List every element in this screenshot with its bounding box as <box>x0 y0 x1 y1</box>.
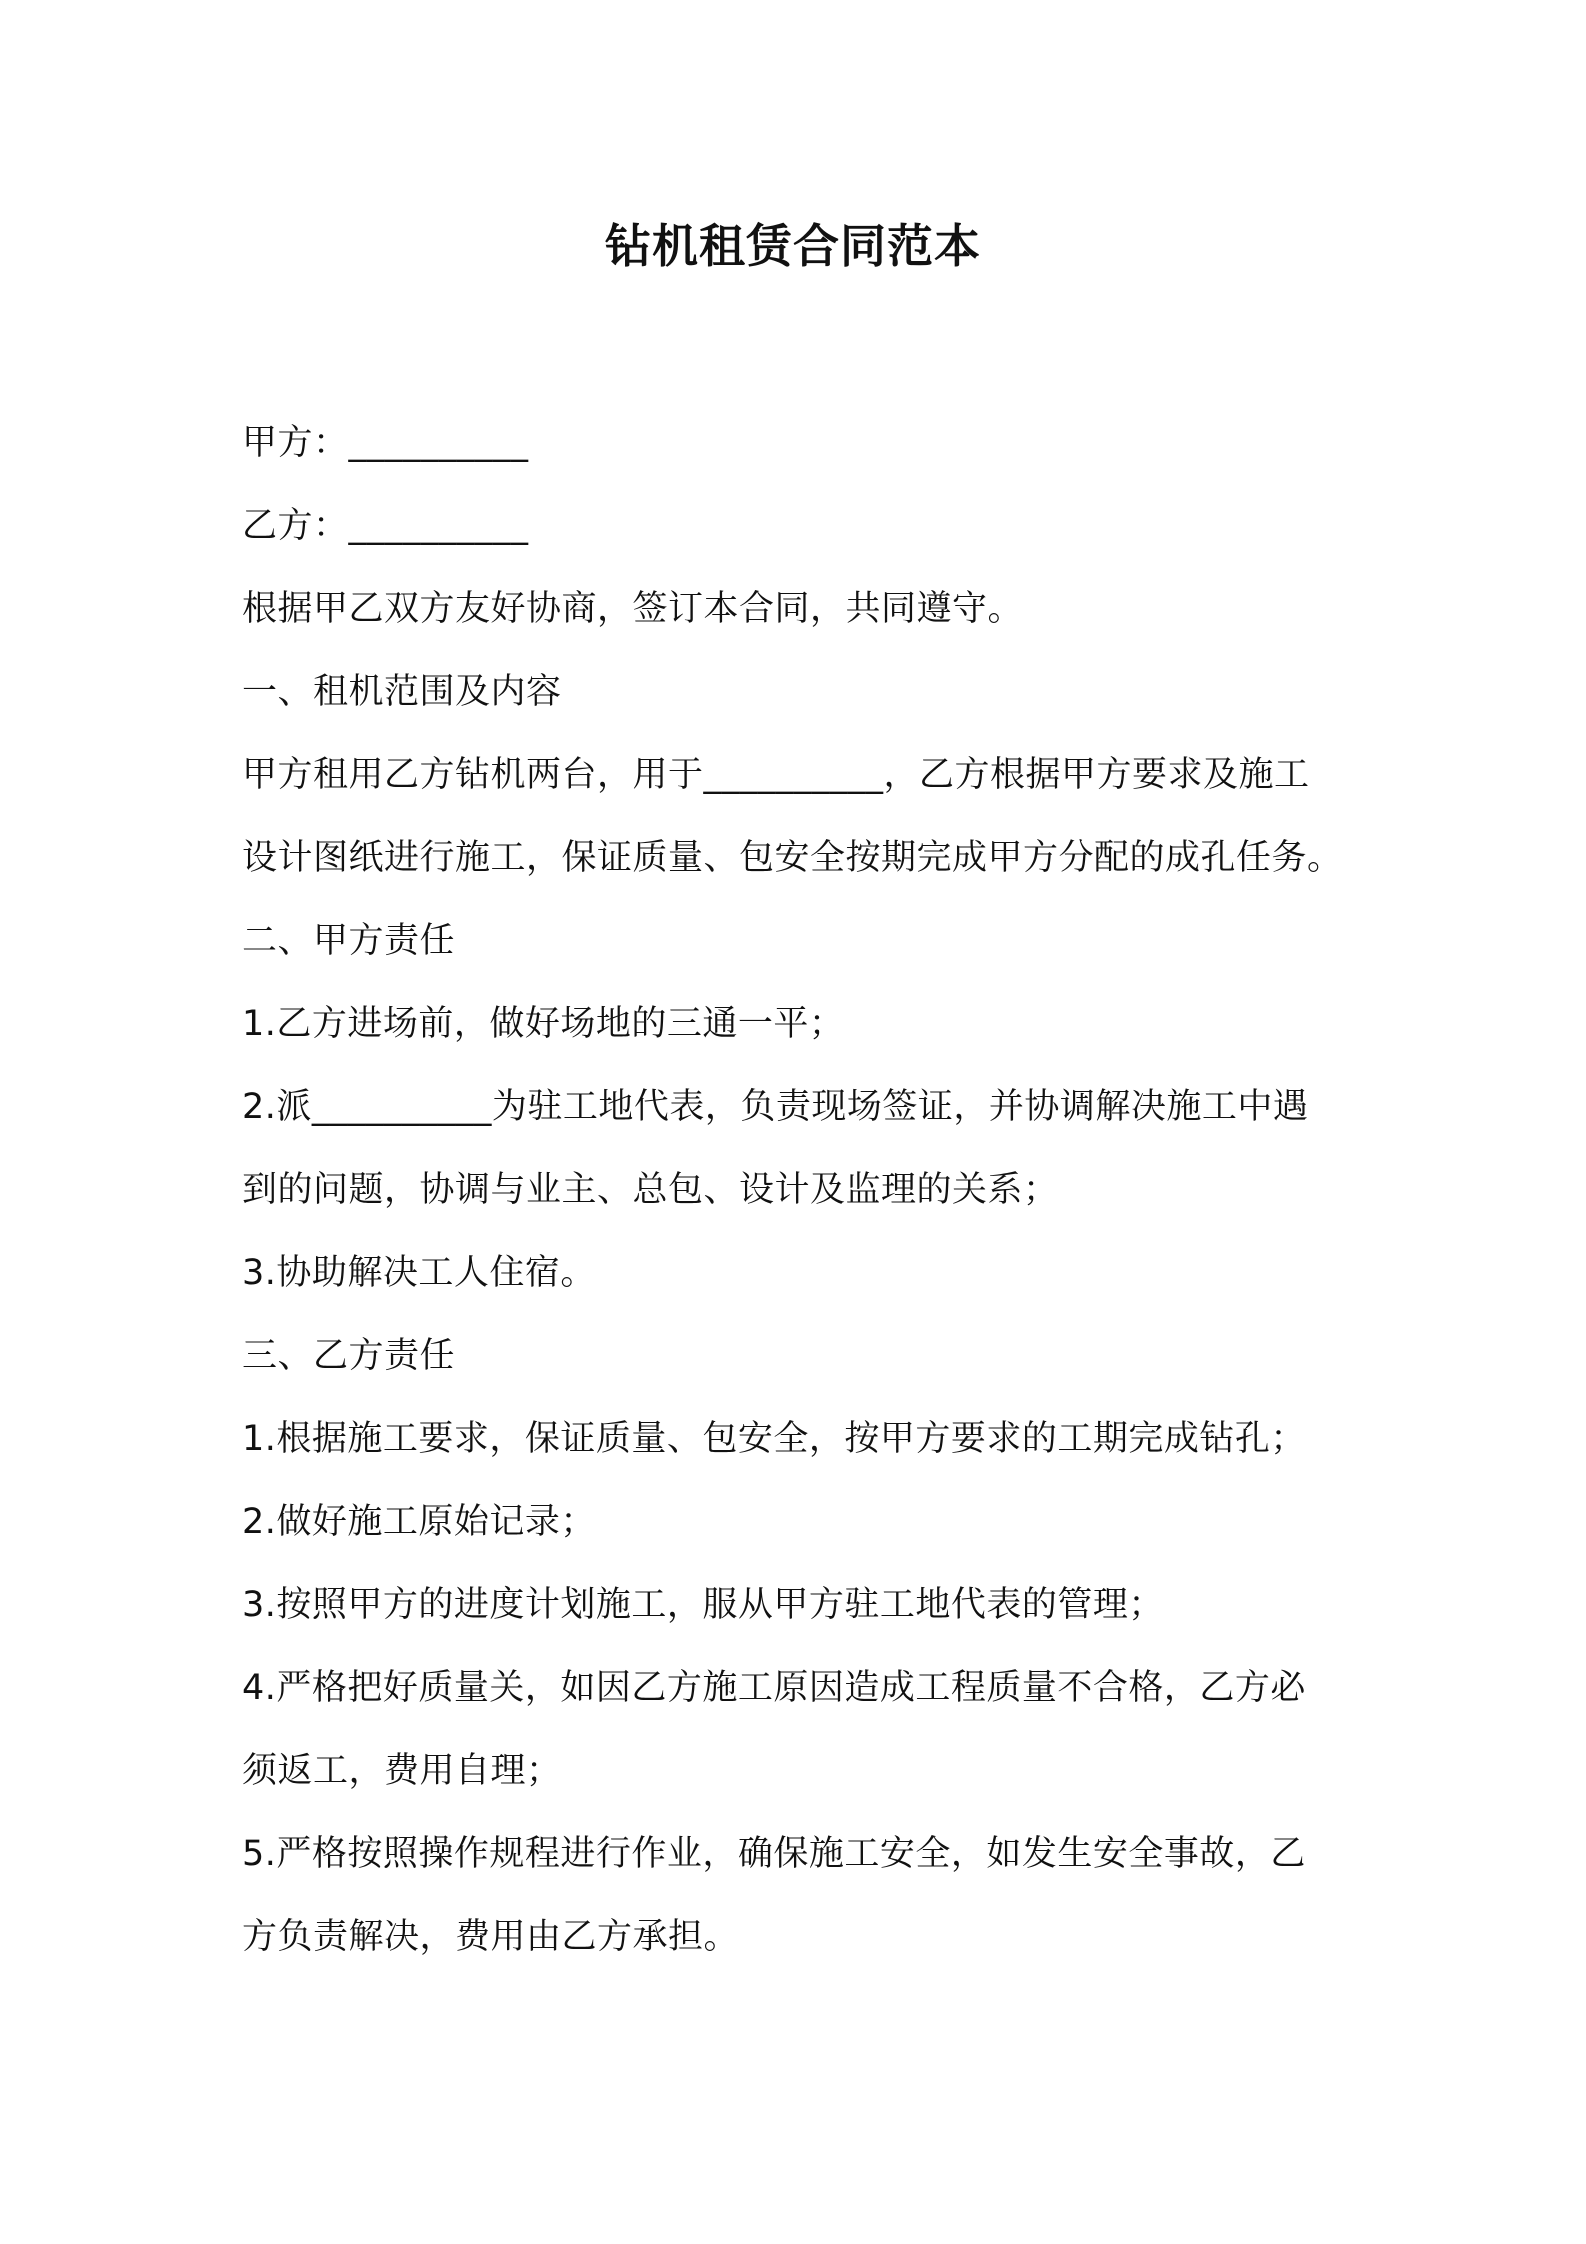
party-b-line: 乙方：__________ <box>242 506 529 546</box>
party-a-duty-1: 1.乙方进场前，做好场地的三通一平； <box>242 1004 845 1044</box>
party-a-duty-2-line-2: 到的问题，协调与业主、总包、设计及监理的关系； <box>242 1170 1059 1210</box>
party-b-duty-4-line-2: 须返工，费用自理； <box>242 1751 562 1791</box>
section-heading-party-a-duties: 二、甲方责任 <box>242 921 456 961</box>
party-b-duty-3: 3.按照甲方的进度计划施工，服从甲方驻工地代表的管理； <box>242 1585 1164 1625</box>
party-a-duty-2-line-1: 2.派__________为驻工地代表，负责现场签证，并协调解决施工中遇 <box>242 1087 1309 1127</box>
intro-paragraph: 根据甲乙双方友好协商，签订本合同，共同遵守。 <box>242 589 1024 629</box>
document-title: 钻机租赁合同范本 <box>605 219 981 273</box>
scope-paragraph-line-1: 甲方租用乙方钻机两台，用于__________，乙方根据甲方要求及施工 <box>242 755 1310 795</box>
party-b-duty-5-line-2: 方负责解决，费用由乙方承担。 <box>242 1917 740 1957</box>
party-b-duty-2: 2.做好施工原始记录； <box>242 1502 596 1542</box>
party-a-line: 甲方：__________ <box>242 423 529 463</box>
document-body <box>242 402 1357 1979</box>
party-b-duty-1: 1.根据施工要求，保证质量、包安全，按甲方要求的工期完成钻孔； <box>242 1419 1306 1459</box>
scope-paragraph-line-2: 设计图纸进行施工，保证质量、包安全按期完成甲方分配的成孔任务。 <box>242 838 1343 878</box>
party-b-duty-4-line-1: 4.严格把好质量关，如因乙方施工原因造成工程质量不合格，乙方必 <box>242 1668 1306 1708</box>
section-heading-party-b-duties: 三、乙方责任 <box>242 1336 456 1376</box>
party-a-duty-3: 3.协助解决工人住宿。 <box>242 1253 596 1293</box>
section-heading-scope: 一、租机范围及内容 <box>242 672 562 712</box>
party-b-duty-5-line-1: 5.严格按照操作规程进行作业，确保施工安全，如发生安全事故，乙 <box>242 1834 1306 1874</box>
